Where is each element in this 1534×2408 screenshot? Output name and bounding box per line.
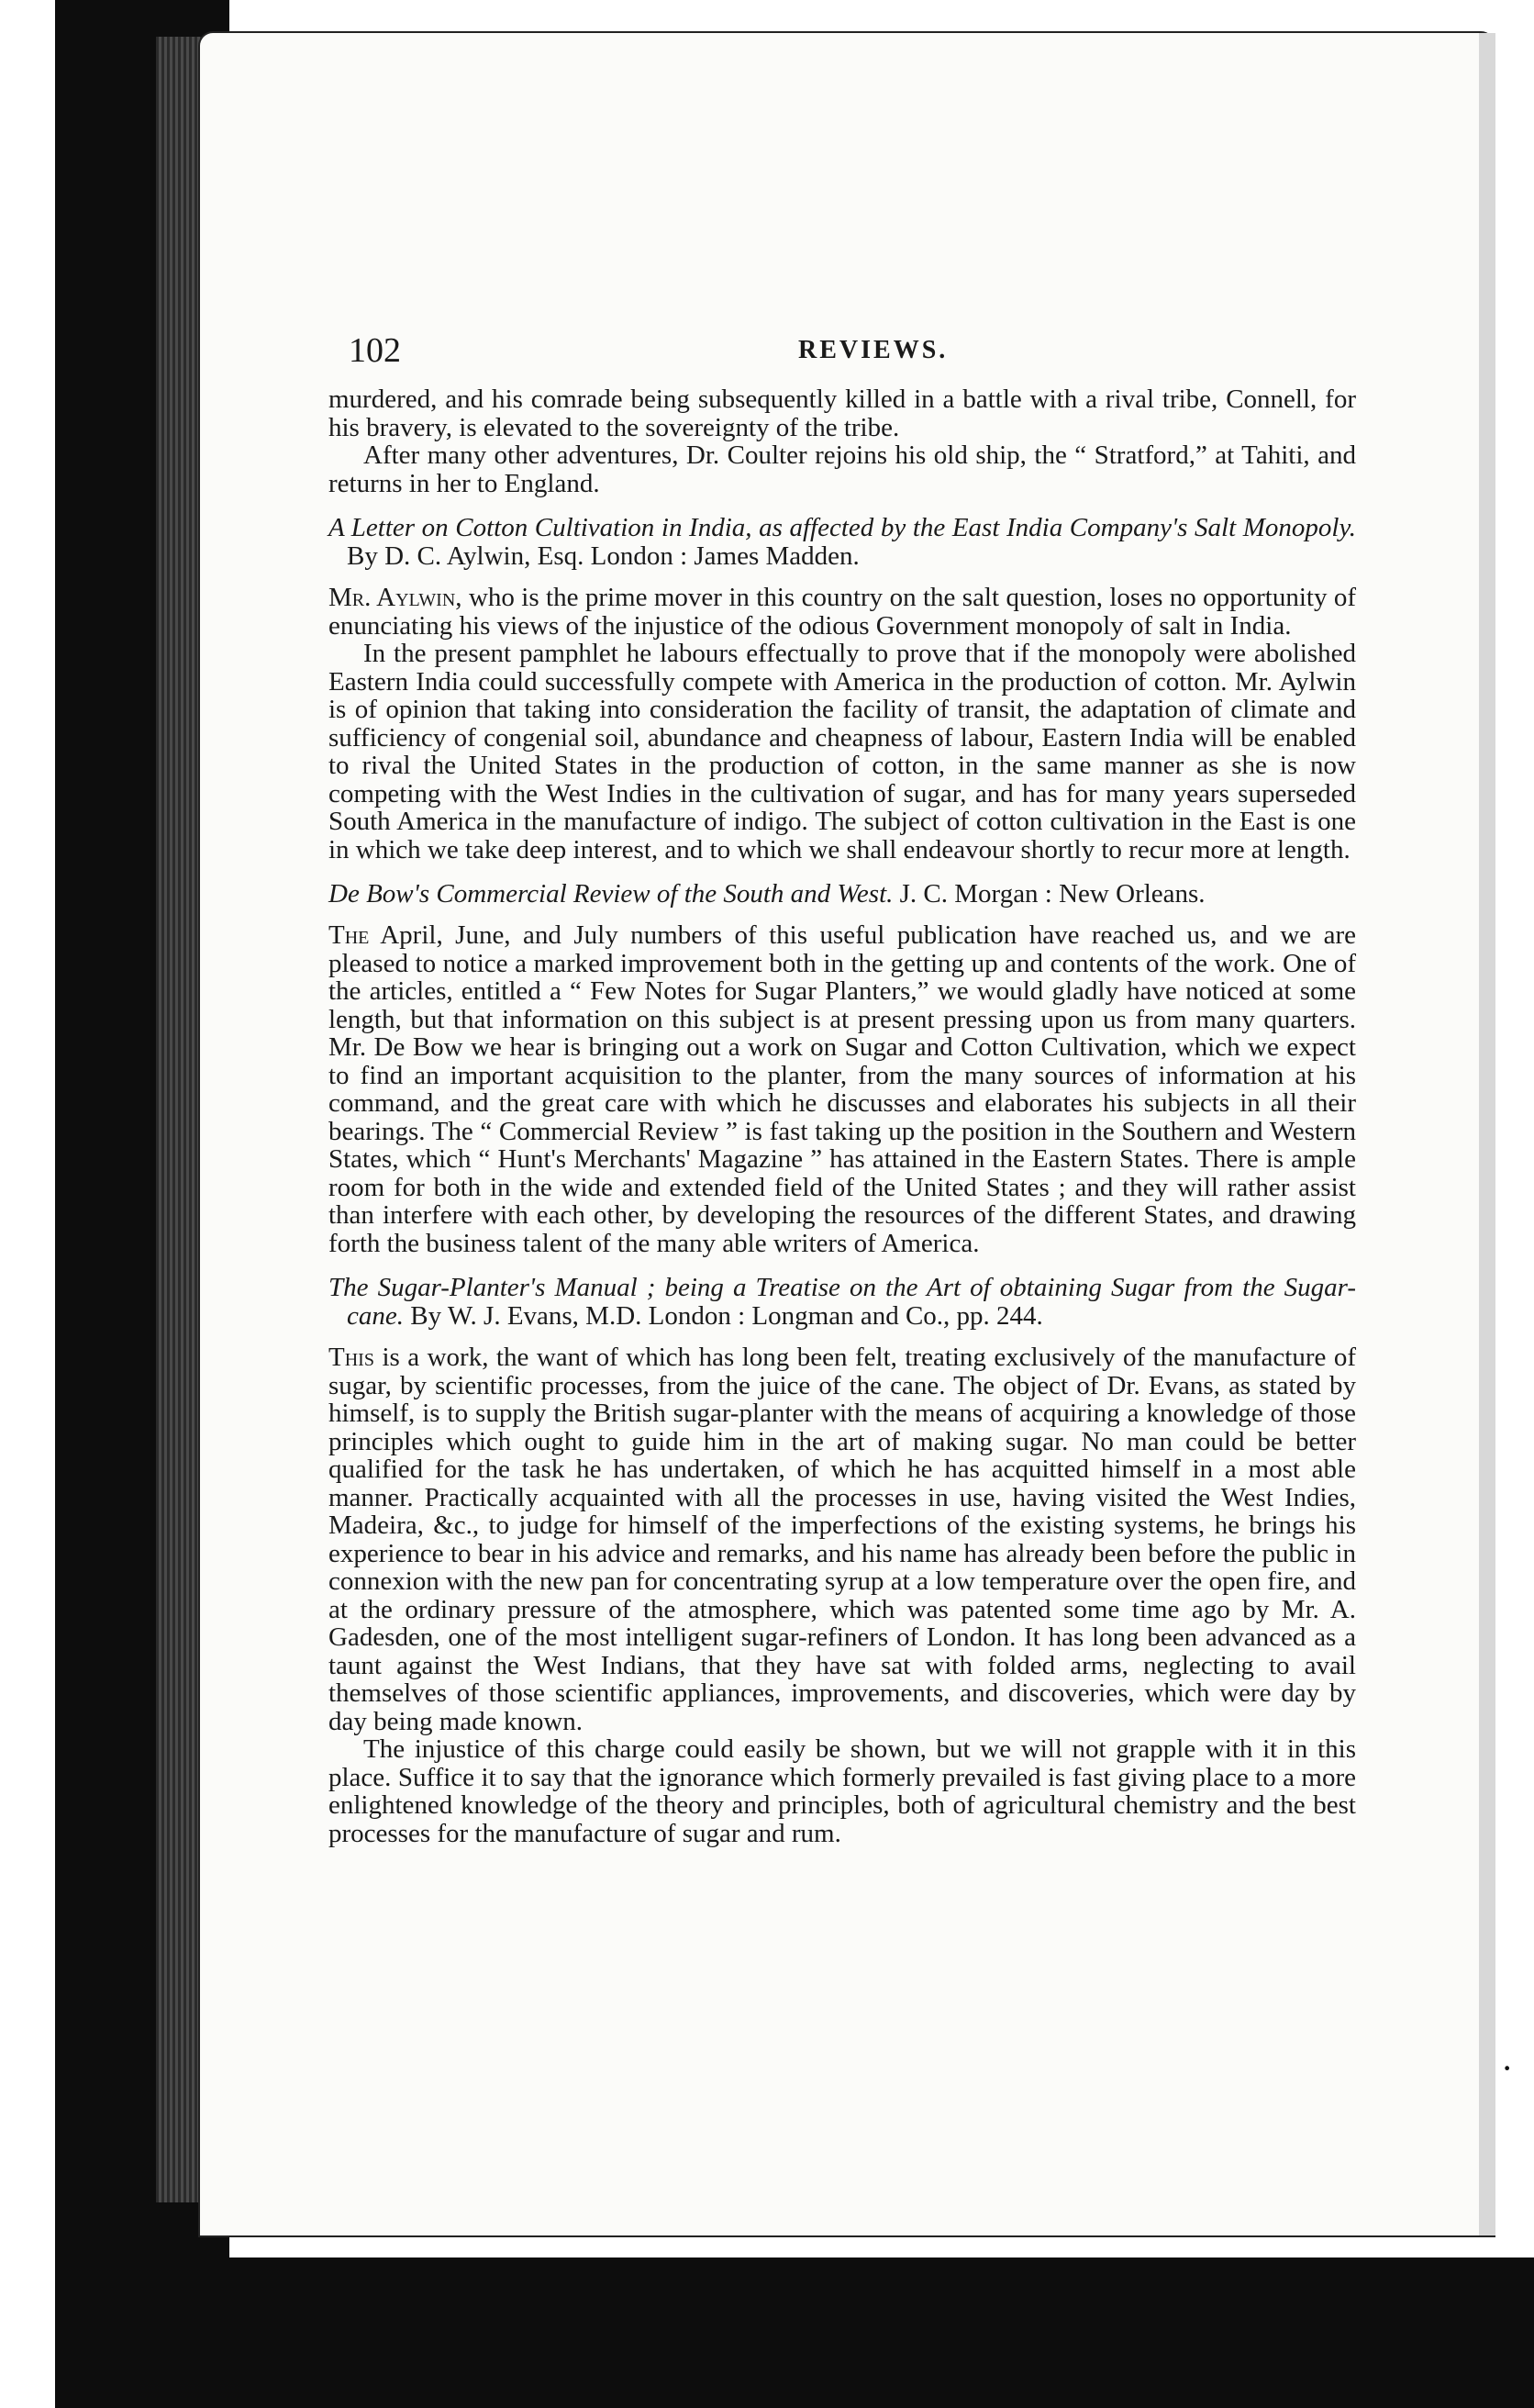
review-title-publication: By D. C. Aylwin, Esq. London : James Madden. — [347, 541, 860, 571]
review-title-publication: J. C. Morgan : New Orleans. — [899, 879, 1206, 909]
page-right-edge — [1479, 33, 1495, 2235]
paragraph-text: is a work, the want of which has long been felt, treating exclusively of the manufacture of sugar, by scientific processes, from the juice of the cane. The object of Dr. Evans, as stated by himself, is to supply the British sugar-planter with the means of acquiring a knowledge of those principles which ought to guide him in the art of making sugar. No man could be better qualified for the task he has undertaken, of which he has acquitted himself in a most able manner. Practically acquainted with all the processes in use, having visited the West Indies, Madeira, &c., to judge for himself of the imperfections of the existing systems, he brings his experience to bear in his advice and remarks, and his name has already been before the public in connexion with the new pan for concentrating syrup at a low temperature over the open fire, and at the ordinary pressure of the atmosphere, which was patented some time ago by Mr. A. Gadesden, one of the most intelligent sugar-refiners of London. It has long been advanced as a taunt against the West Indians, that they have sat with folded arms, neglecting to avail themselves of those scientific appliances, improvements, and discoveries, which were day by day being made known. — [328, 1343, 1357, 1736]
review-paragraph: The injustice of this charge could easily be shown, but we will not grapple with it in this place. Suffice it to say that the ignorance which formerly prevailed is fast giving place to a more enlightened knowledge of the theory and principles, both of agricultural chemistry and the best processes for the manufacture of sugar and rum. — [328, 1734, 1356, 1848]
review-title-italic: A Letter on Cotton Cultivation in India, as affected by the East India Company's Salt Monopoly. — [328, 513, 1356, 542]
bottom-film-border — [55, 2258, 1534, 2408]
paragraph: After many other adventures, Dr. Coulter rejoins his old ship, the “ Stratford,” at Tahiti, and returns in her to England. — [328, 440, 1356, 498]
review-title — [328, 880, 1356, 909]
lead-words: Mr. Aylwin, — [328, 583, 462, 612]
page-number: 102 — [349, 331, 401, 370]
running-title: REVIEWS. — [798, 336, 949, 364]
review-paragraph — [328, 921, 1356, 1257]
review-title-publication: By W. J. Evans, M.D. London : Longman and Co., pp. 244. — [410, 1301, 1043, 1331]
continued-paragraph: murdered, and his comrade being subsequently killed in a battle with a rival tribe, Connell, for his bravery, is elevated to the sovereignty of the tribe. — [328, 385, 1356, 442]
lead-words: This — [328, 1343, 374, 1372]
paragraph-text: April, June, and July numbers of this useful publication have reached us, and we are pleased to notice a marked improvement both in the getting up and contents of the work. One of the articles, entitled a “ Few Notes for Sugar Planters,” we would gladly have noticed at some length, but that information on this subject is at present pressing upon us from many quarters. Mr. De Bow we hear is bringing out a work on Sugar and Cotton Cultivation, which we expect to find an important acquisition to the planter, from the many sources of information at his command, and the great care with which he discusses and elaborates his subjects in all their bearings. The “ Commercial Review ” is fast taking up the position in the Southern and Western States, which “ Hunt's Merchants' Magazine ” has attained in the Eastern States. There is ample room for both in the wide and extended field of the United States ; and they will rather assist than interfere with each other, by developing the resources of the different States, and drawing forth the business talent of the many able writers of America. — [328, 920, 1356, 1258]
review-title-italic: De Bow's Commercial Review of the South and West. — [328, 879, 894, 909]
review-title-italic: The Sugar-Planter's Manual ; being a Treatise on the Art of obtaining Sugar from the Sugar-cane. — [328, 1273, 1356, 1331]
review-paragraph: In the present pamphlet he labours effectually to prove that if the monopoly were abolished Eastern India could successfully compete with America in the production of cotton. Mr. Aylwin is of opinion that taking into consideration the facility of transit, the adaptation of climate and sufficiency of congenial soil, abundance and cheapness of labour, Eastern India will be enabled to rival the United States in the production of cotton, in the same manner as she is now competing with the West Indies in the cultivation of sugar, and has for many years superseded South America in the manufacture of indigo. The subject of cotton cultivation in the East is one in which we take deep interest, and to which we shall endeavour shortly to recur more at length. — [328, 639, 1356, 864]
review-title — [328, 514, 1356, 571]
paragraph-text: who is the prime mover in this country on the salt question, loses no opportunity of enunciating his views of the injustice of the odious Government monopoly of salt in India. — [328, 583, 1357, 641]
page-text — [328, 330, 1356, 1847]
review-paragraph — [328, 584, 1356, 640]
review-title — [328, 1274, 1356, 1331]
running-head — [328, 330, 1356, 385]
lead-words: The — [328, 920, 370, 950]
review-paragraph — [328, 1343, 1356, 1735]
edge-mark: · — [1501, 2047, 1514, 2089]
